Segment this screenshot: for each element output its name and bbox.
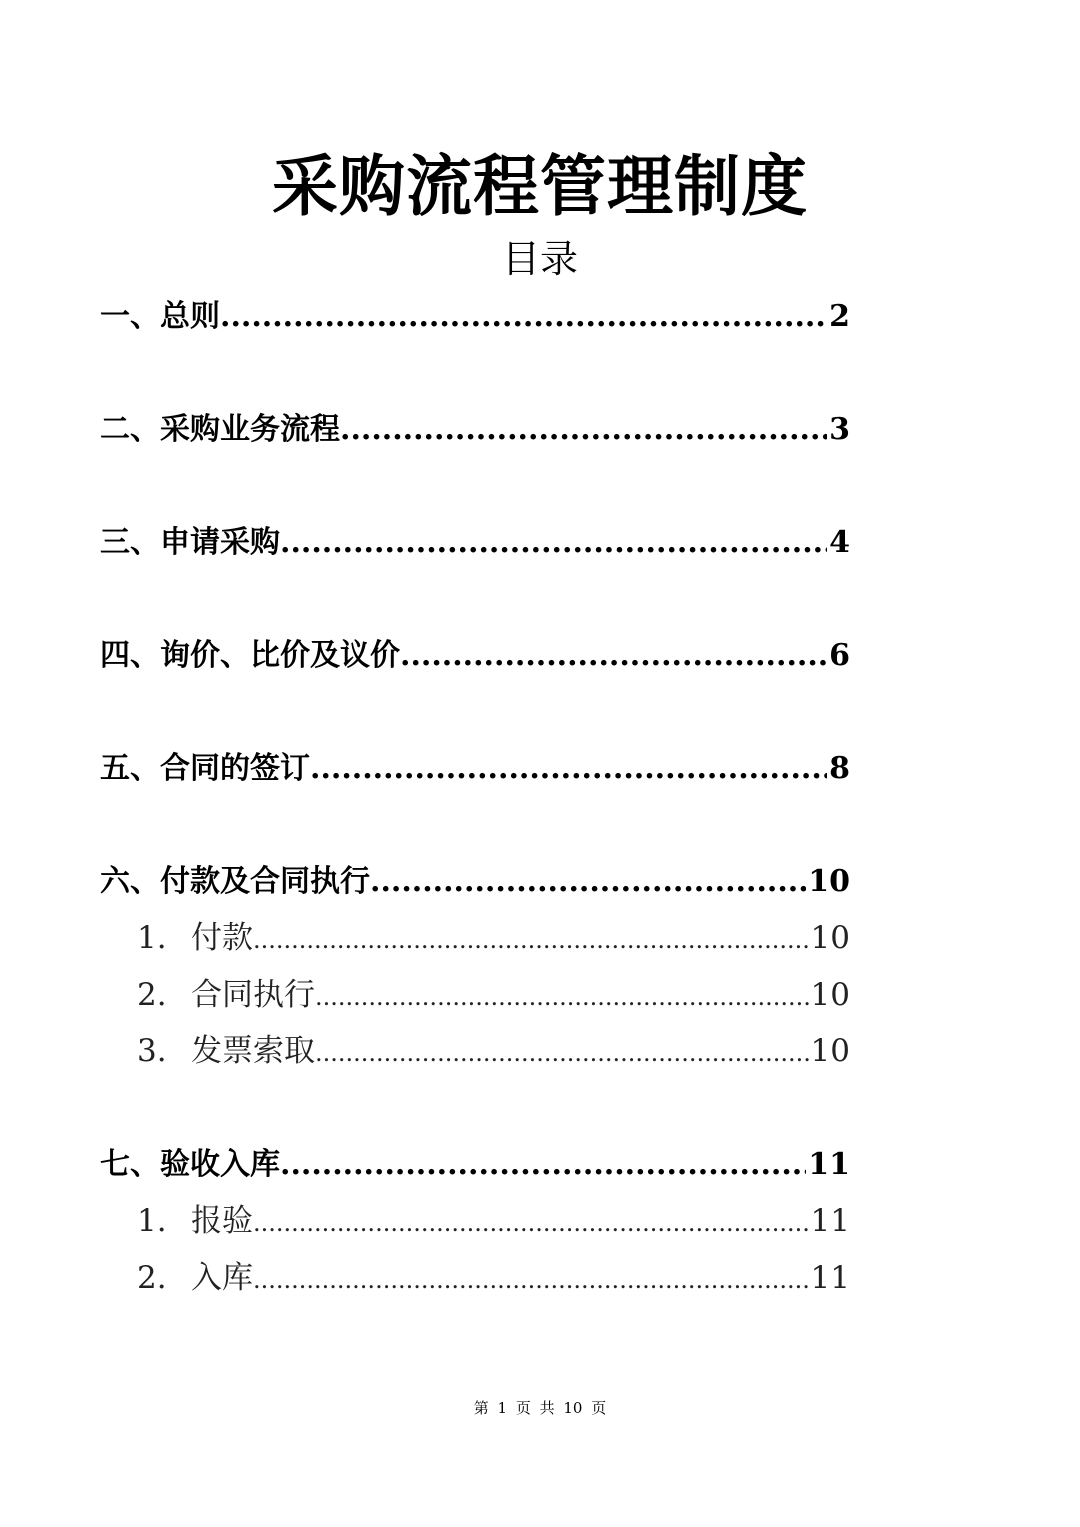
toc-entry-page: 2 <box>829 299 850 334</box>
toc-entry-page: 10 <box>808 864 850 899</box>
toc-dot-leader <box>315 1028 809 1076</box>
toc-entry-label: 六、付款及合同执行 <box>100 864 370 899</box>
toc-heading: 目录 <box>501 237 578 281</box>
toc-entry-label: 三、申请采购 <box>100 525 280 560</box>
toc-entry-section-1[interactable] <box>100 292 850 342</box>
toc-entry-number: 1. <box>137 1203 167 1239</box>
toc-entry-subsection-6-3[interactable] <box>137 1026 850 1076</box>
toc-dot-leader <box>220 292 827 342</box>
toc-dot-leader <box>370 857 806 907</box>
toc-entry-page: 3 <box>829 412 850 447</box>
toc-entry-label: 发票索取 <box>191 1033 315 1069</box>
toc-entry-page: 11 <box>808 1147 850 1182</box>
toc-entry-section-5[interactable] <box>100 744 850 794</box>
toc-entry-section-7[interactable] <box>100 1140 850 1190</box>
toc-entry-number: 1. <box>137 920 167 956</box>
toc-dot-leader <box>340 405 827 455</box>
toc-entry-subsection-7-2[interactable] <box>137 1253 850 1303</box>
toc-entry-label: 五、合同的签订 <box>100 751 310 786</box>
toc-entry-label: 二、采购业务流程 <box>100 412 340 447</box>
toc-dot-leader <box>253 915 809 963</box>
toc-entry-page: 8 <box>829 751 850 786</box>
toc-entry-page: 10 <box>810 1033 850 1069</box>
toc-dot-leader <box>310 744 827 794</box>
toc-entry-section-2[interactable] <box>100 405 850 455</box>
toc-entry-subsection-6-2[interactable] <box>137 970 850 1020</box>
toc-dot-leader <box>315 972 809 1020</box>
toc-entry-section-3[interactable] <box>100 518 850 568</box>
toc-entry-label: 合同执行 <box>191 977 315 1013</box>
document-title: 采购流程管理制度 <box>272 148 808 225</box>
toc-dot-leader <box>253 1198 809 1246</box>
toc-dot-leader <box>280 1140 806 1190</box>
toc-entry-subsection-7-1[interactable] <box>137 1196 850 1246</box>
toc-dot-leader <box>253 1255 809 1303</box>
toc-dot-leader <box>400 631 827 681</box>
toc-entry-label: 一、总则 <box>100 299 220 334</box>
toc-entry-section-6[interactable] <box>100 857 850 907</box>
toc-entry-number: 2. <box>137 977 167 1013</box>
toc-entry-label: 四、询价、比价及议价 <box>100 638 400 673</box>
toc-entry-label: 报验 <box>191 1203 253 1239</box>
toc-entry-number: 2. <box>137 1260 167 1296</box>
toc-entry-label: 七、验收入库 <box>100 1147 280 1182</box>
toc-entry-subsection-6-1[interactable] <box>137 913 850 963</box>
toc-entry-page: 11 <box>810 1260 850 1296</box>
toc-entry-page: 6 <box>829 638 850 673</box>
toc-entry-section-4[interactable] <box>100 631 850 681</box>
toc-entry-page: 11 <box>810 1203 850 1239</box>
toc-entry-page: 10 <box>810 920 850 956</box>
toc-entry-label: 付款 <box>191 920 253 956</box>
page-footer: 第 1 页 共 10 页 <box>473 1399 607 1417</box>
toc-dot-leader <box>280 518 827 568</box>
toc-entry-number: 3. <box>137 1033 167 1069</box>
toc-entry-page: 10 <box>810 977 850 1013</box>
toc-entry-page: 4 <box>829 525 850 560</box>
toc-entry-label: 入库 <box>191 1260 253 1296</box>
